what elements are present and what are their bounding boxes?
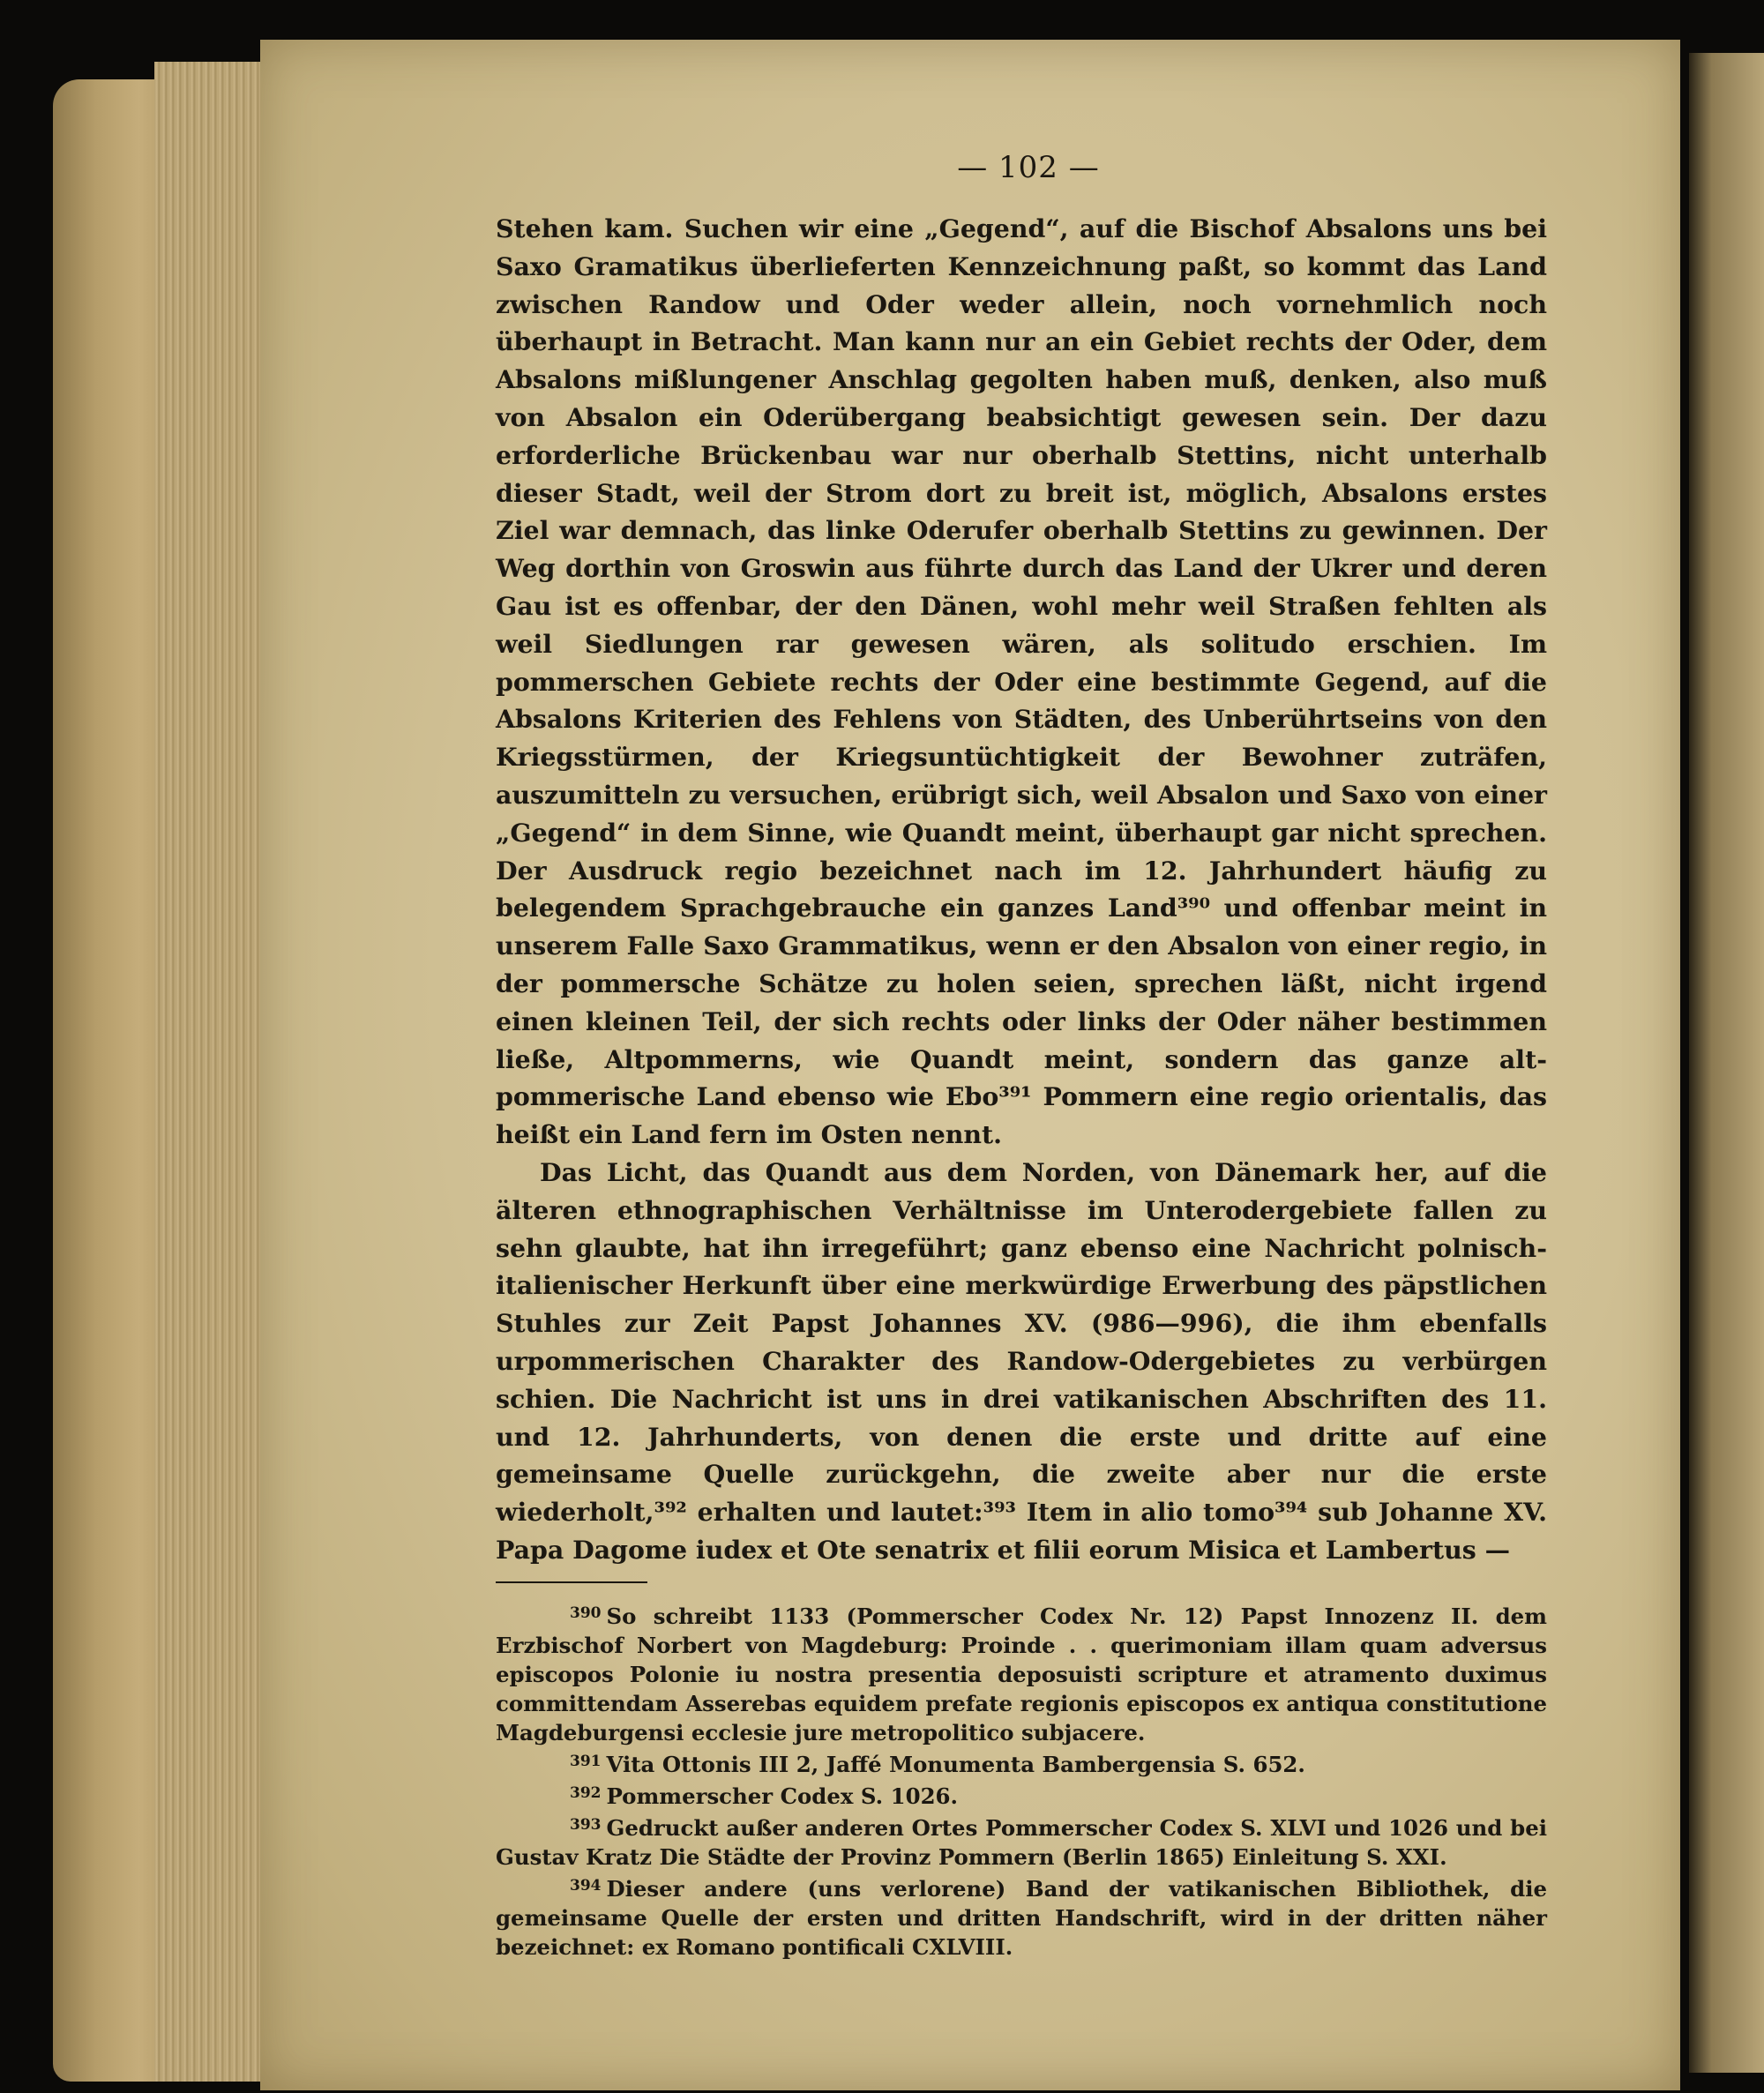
footnote [496, 1747, 1547, 1779]
footnote [496, 1811, 1547, 1872]
footnote-text: So schreibt 1133 (Pommerscher Codex Nr. 12) Papst Innozenz II. dem Erzbischof Norbert von Magdeburg: Proinde . . querimoniam illam quam adversus episcopos Polonie iu nostra presentia deposuisti scripture et atramento duximus committendam Asserebas equidem prefate regionis episcopos ex antiqua constitutione Magdeburgensi ecclesie jure metropolitico subjacere. [496, 1603, 1547, 1745]
footnote-number: 392 [570, 1783, 602, 1802]
paragraph: Das Licht, das Quandt aus dem Norden, von Dänemark her, auf die älteren ethnographischen Verhältnisse im Unterodergebiete fallen zu sehn glaubte, hat ihn irregeführt; ganz ebenso eine Nachricht polnisch-italienischer Herkunft über eine merkwürdige Erwerbung des päpstlichen Stuhles zur Zeit Papst Johannes XV. (986—996), die ihm ebenfalls urpommerischen Charakter des Randow-Odergebietes zu verbürgen schien. Die Nachricht ist uns in drei vatikanischen Abschriften des 11. und 12. Jahrhunderts, von denen die erste und dritte auf eine gemeinsame Quelle zurückgehn, die zweite aber nur die erste wiederholt,³⁹² erhalten und lautet:³⁹³ Item in alio tomo³⁹⁴ sub Johanne XV. Papa Dagome iudex et Ote senatrix et filii eorum Misica et Lambertus — [496, 1156, 1547, 1565]
footnotes [496, 1599, 1547, 1962]
page-stack [154, 62, 278, 2082]
footnote [496, 1599, 1547, 1747]
paragraph: Stehen kam. Suchen wir eine „Gegend“, auf die Bischof Absalons uns bei Saxo Gramatikus überlieferten Kennzeichnung paßt, so kommt das Land zwischen Randow und Oder weder allein, noch vornehmlich noch überhaupt in Betracht. Man kann nur an ein Gebiet rechts der Oder, dem Absalons mißlungener Anschlag gegolten haben muß, denken, also muß von Absalon ein Oderübergang beabsichtigt gewesen sein. Der dazu erforderliche Brückenbau war nur oberhalb Stettins, nicht unterhalb dieser Stadt, weil der Strom dort zu breit ist, möglich, Absalons erstes Ziel war demnach, das linke Oderufer oberhalb Stettins zu gewinnen. Der Weg dorthin von Groswin aus führte durch das Land der Ukrer und deren Gau ist es offenbar, der den Dänen, wohl mehr weil Straßen fehlten als weil Siedlungen rar gewesen wären, als solitudo erschien. Im pommerschen Gebiete rechts der Oder eine bestimmte Gegend, auf die Absalons Kriterien des Fehlens von Städten, des Unberührtseins von den Kriegsstürmen, der Kriegsuntüchtigkeit der Bewohner zuträfen, auszumitteln zu versuchen, erübrigt sich, weil Absalon und Saxo von einer „Gegend“ in dem Sinne, wie Quandt meint, überhaupt gar nicht sprechen. Der Ausdruck regio bezeichnet nach im 12. Jahrhundert häufig zu belegendem Sprachgebrauche ein ganzes Land³⁹⁰ und offenbar meint in unserem Falle Saxo Grammatikus, wenn er den Absalon von einer regio, in der pommersche Schätze zu holen seien, sprechen läßt, nicht irgend einen kleinen Teil, der sich rechts oder links der Oder näher bestimmen ließe, Altpommerns, wie Quandt meint, sondern das ganze alt-pommerische Land ebenso wie Ebo³⁹¹ Pommern eine regio orientalis, das heißt ein Land fern im Osten nennt. [496, 213, 1547, 1150]
footnote-number: 394 [570, 1876, 602, 1895]
footnote-text: Dieser andere (uns verlorene) Band der vatikanischen Bibliothek, die gemeinsame Quelle der ersten und dritten Handschrift, wird in der dritten näher bezeichnet: ex Romano pontificali CXLVIII. [496, 1875, 1547, 1960]
facing-page-edge [1689, 53, 1764, 2073]
body-text [496, 210, 1547, 1569]
footnote-number: 393 [570, 1815, 602, 1834]
footnote-text: Pommerscher Codex S. 1026. [606, 1783, 959, 1809]
footnote [496, 1779, 1547, 1811]
footnote-number: 391 [570, 1752, 602, 1770]
page-number: — 102 — [957, 150, 1100, 185]
footnote-text: Gedruckt außer anderen Ortes Pommerscher Codex S. XLVI und 1026 und bei Gustav Kratz Die Städte der Provinz Pommern (Berlin 1865) Einleitung S. XXI. [496, 1814, 1547, 1870]
footnote [496, 1872, 1547, 1962]
page-content [496, 150, 1547, 1962]
footnote-divider [496, 1581, 647, 1583]
footnote-number: 390 [570, 1603, 602, 1622]
footnote-text: Vita Ottonis III 2, Jaffé Monumenta Bambergensia S. 652. [606, 1751, 1305, 1777]
